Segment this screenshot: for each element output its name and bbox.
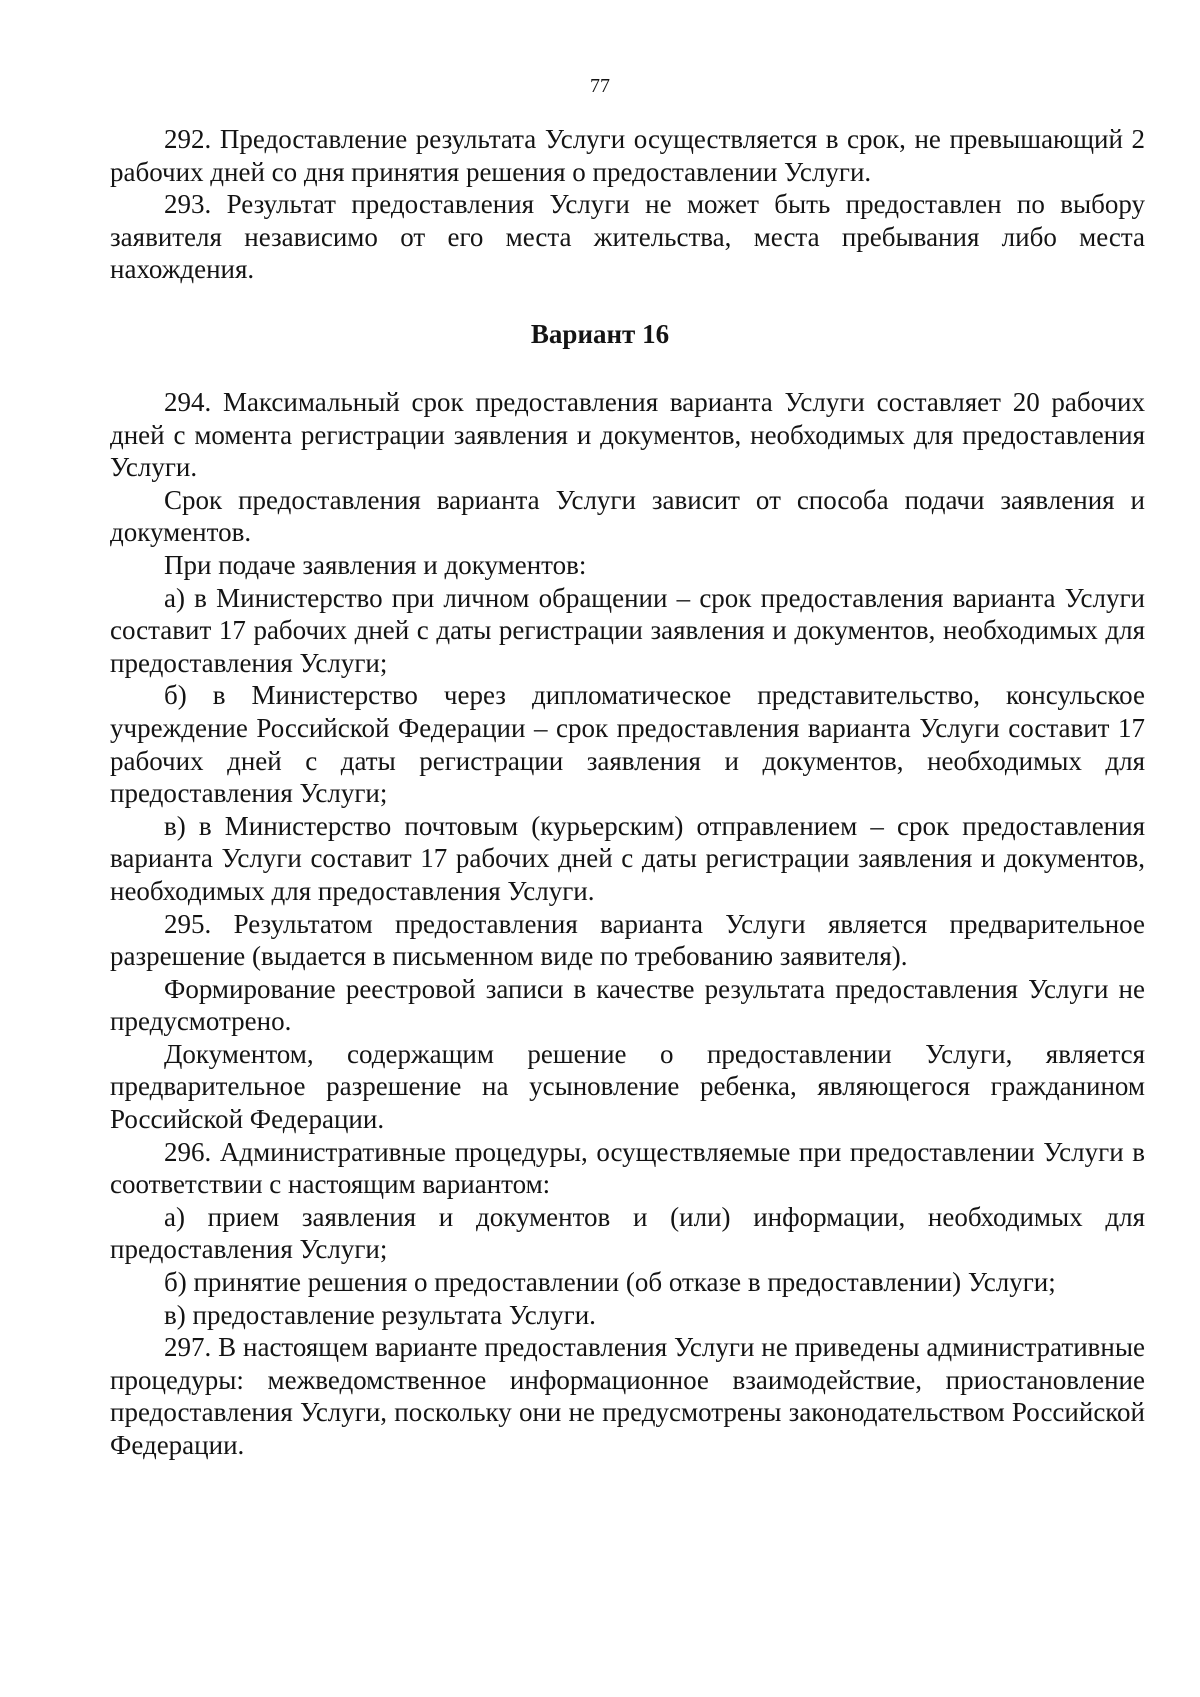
paragraph-submission-intro: При подаче заявления и документов: [164, 549, 587, 580]
paragraph-registry-record: Формирование реестровой записи в качестве результата предоставления Услуги не предусмотрено. [110, 973, 1145, 1037]
paragraph-procedure-v: в) предоставление результата Услуги. [164, 1299, 596, 1330]
paragraph-procedure-b: б) принятие решения о предоставлении (об отказе в предоставлении) Услуги; [164, 1267, 1056, 1298]
page-number: 77 [590, 75, 610, 97]
paragraph-297: 297. В настоящем варианте предоставления Услуги не приведены административные процедуры: межведомственное информационное взаимодействие, приостановление предоставления Услуги, поскольку они не предусмотрены законодательством Российской Федерации. [110, 1332, 1145, 1460]
paragraphs-main [110, 386, 1145, 1462]
paragraph-procedure-a: а) прием заявления и документов и (или) информации, необходимых для предоставления Услуги; [110, 1201, 1145, 1265]
paragraph-submission-a: а) в Министерство при личном обращении – срок предоставления варианта Услуги составит 17 рабочих дней с даты регистрации заявления и документов, необходимых для предоставления Услуги; [110, 582, 1145, 678]
paragraph-decision-document: Документом, содержащим решение о предоставлении Услуги, является предварительное разрешение на усыновление ребенка, являющегося гражданином Российской Федерации. [110, 1038, 1145, 1135]
paragraph-292: 292. Предоставление результата Услуги осуществляется в срок, не превышающий 2 рабочих дней со дня принятия решения о предоставлении Услуги. [110, 124, 1145, 187]
section-heading: Вариант 16 [530, 319, 670, 349]
paragraph-296: 296. Административные процедуры, осуществляемые при предоставлении Услуги в соответствии с настоящим вариантом: [110, 1136, 1145, 1200]
paragraph-submission-b: б) в Министерство через дипломатическое представительство, консульское учреждение Российской Федерации – срок предоставления варианта Услуги составит 17 рабочих дней с даты регистрации заявления и документов, необходимых для предоставления Услуги; [110, 680, 1145, 809]
paragraph-295: 295. Результатом предоставления варианта Услуги является предварительное разрешение (выдается в письменном виде по требованию заявителя). [110, 908, 1145, 972]
paragraph-293: 293. Результат предоставления Услуги не может быть предоставлен по выбору заявителя независимо от его места жительства, места пребывания либо места нахождения. [110, 189, 1145, 285]
paragraph-294: 294. Максимальный срок предоставления варианта Услуги составляет 20 рабочих дней с момента регистрации заявления и документов, необходимых для предоставления Услуги. [110, 387, 1145, 483]
paragraph-submission-v: в) в Министерство почтовым (курьерским) отправлением – срок предоставления варианта Услуги составит 17 рабочих дней с даты регистрации заявления и документов, необходимых для предоставления Услуги. [110, 810, 1145, 906]
paragraphs-top [110, 123, 1145, 286]
paragraph-term-depends: Срок предоставления варианта Услуги зависит от способа подачи заявления и документов. [110, 484, 1145, 548]
